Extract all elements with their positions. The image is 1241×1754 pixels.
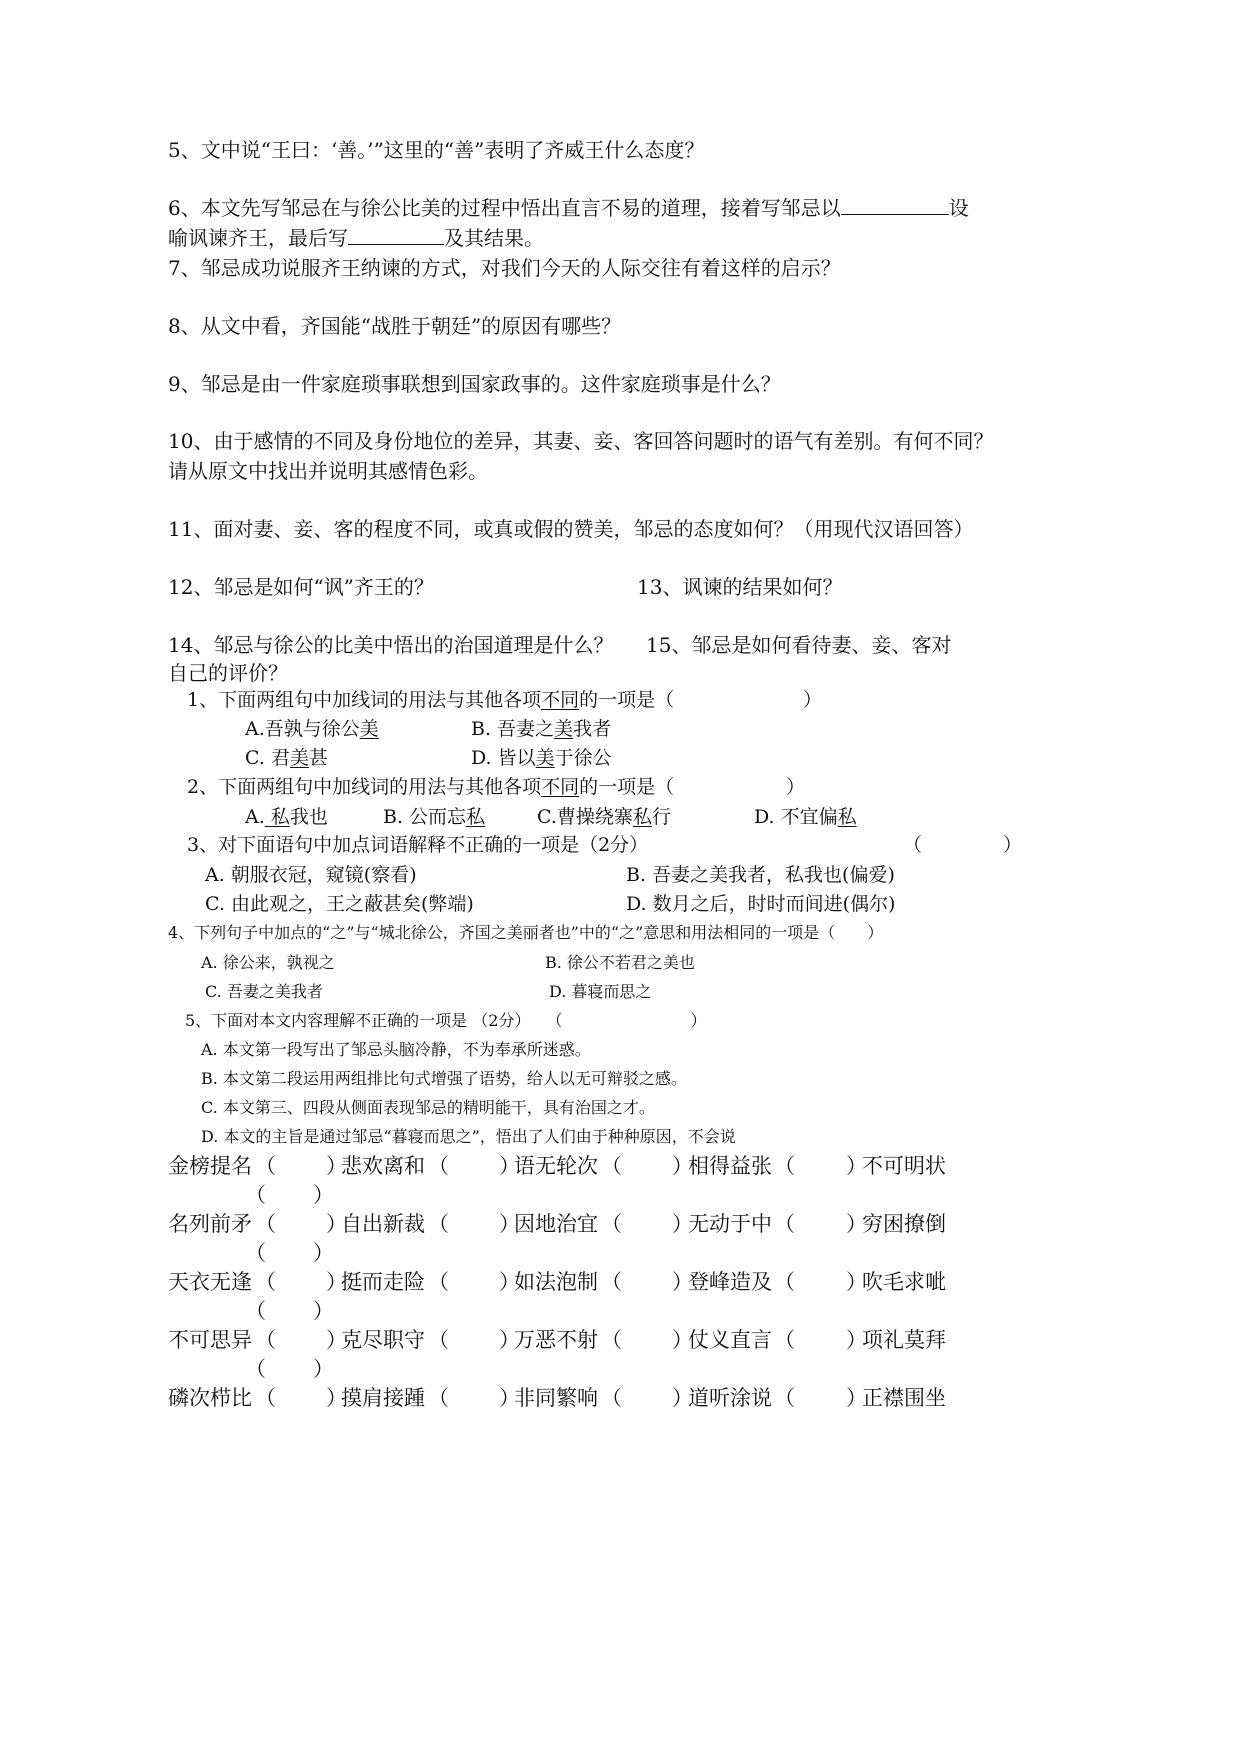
- mc4-option-a[interactable]: A. 徐公来，孰视之: [201, 953, 335, 972]
- answer-paren-close: ）: [313, 1299, 334, 1323]
- answer-paren-open[interactable]: （: [245, 1357, 266, 1381]
- answer-paren-open[interactable]: （: [774, 1270, 795, 1294]
- answer-paren-open[interactable]: （: [601, 1212, 622, 1236]
- mc1-option-c-word: 美: [289, 747, 309, 769]
- answer-paren-close: ）: [326, 1212, 347, 1236]
- answer-paren-open[interactable]: （: [601, 1270, 622, 1294]
- answer-paren-open[interactable]: （: [601, 1154, 622, 1178]
- mc1-stem-underlined: 不同: [541, 689, 580, 711]
- question-11: 11、面对妻、妾、客的程度不同，或真或假的赞美，邹忌的态度如何？（用现代汉语回答）: [168, 517, 974, 541]
- idiom-text: 仗义直言: [688, 1328, 772, 1352]
- answer-paren-close: ）: [326, 1386, 347, 1410]
- idiom-text: 不可思异: [168, 1328, 252, 1352]
- idiom-text: 万恶不射: [514, 1328, 598, 1352]
- mc2-option-a-word: 私: [264, 806, 290, 828]
- mc1-stem: [187, 691, 674, 710]
- answer-paren-close: ）: [326, 1328, 347, 1352]
- mc2-option-c-text: C.曹操绕寨: [537, 806, 633, 828]
- answer-paren-open[interactable]: （: [428, 1154, 449, 1178]
- idiom-text: 天衣无逢: [168, 1270, 252, 1294]
- mc2-option-a-end: 我也: [289, 806, 328, 828]
- mc2-option-b-word: 私: [466, 806, 486, 828]
- idiom-text: 挺而走险: [341, 1270, 425, 1294]
- answer-paren-close: ）: [672, 1212, 693, 1236]
- mc1-option-d-end: 于徐公: [554, 747, 612, 769]
- mc4-option-b[interactable]: B. 徐公不若君之美也: [545, 953, 695, 972]
- mc1-option-b-text: B. 吾妻之: [471, 718, 555, 740]
- answer-paren-open[interactable]: （: [774, 1212, 795, 1236]
- answer-paren-open[interactable]: （: [255, 1154, 276, 1178]
- answer-paren-open[interactable]: （: [774, 1328, 795, 1352]
- mc3-option-c[interactable]: C. 由此观之，王之蔽甚矣(弊端): [205, 893, 474, 915]
- mc2-stem: [187, 778, 674, 797]
- mc1-option-b-end: 我者: [573, 718, 612, 740]
- answer-paren-close: ）: [846, 1386, 867, 1410]
- mc5-stem: 5、下面对本文内容理解不正确的一项是 （2分） （ ）: [185, 1011, 707, 1030]
- idiom-text: 不可明状: [862, 1154, 946, 1178]
- question-5: 5、文中说“王曰：‘善。’”这里的“善”表明了齐威王什么态度？: [168, 138, 705, 162]
- mc1-option-c[interactable]: [245, 749, 328, 768]
- idiom-text: 相得益张: [688, 1154, 772, 1178]
- mc1-option-d[interactable]: [471, 749, 612, 768]
- answer-paren-close: ）: [846, 1270, 867, 1294]
- question-6-text-c: 喻讽谏齐王，最后写: [168, 226, 348, 250]
- answer-paren-close: ）: [313, 1241, 334, 1265]
- question-15-line1: 15、邹忌是如何看待妻、妾、客对: [646, 633, 952, 657]
- answer-paren-close: ）: [499, 1154, 520, 1178]
- question-12: 12、邹忌是如何“讽”齐王的？: [168, 575, 434, 599]
- mc2-option-c[interactable]: [537, 808, 671, 827]
- question-10-line2: 请从原文中找出并说明其感情色彩。: [168, 459, 488, 483]
- answer-paren-open[interactable]: （: [245, 1299, 266, 1323]
- mc3-option-b[interactable]: B. 吾妻之美我者，私我也(偏爱): [626, 864, 895, 886]
- mc1-option-a[interactable]: [245, 720, 379, 739]
- mc2-stem-text-end: 的一项是（: [579, 776, 675, 798]
- mc3-option-d[interactable]: D. 数月之后，时时而间进(偶尔): [626, 893, 896, 915]
- answer-paren-close: ）: [313, 1183, 334, 1207]
- idiom-text: 登峰造及: [688, 1270, 772, 1294]
- idiom-text: 穷困撩倒: [862, 1212, 946, 1236]
- idiom-text: 正襟围坐: [862, 1386, 946, 1410]
- mc2-option-d-word: 私: [837, 806, 857, 828]
- mc2-option-d-text: D. 不宜偏: [754, 806, 838, 828]
- answer-paren-close: ）: [313, 1357, 334, 1381]
- question-9: 9、邹忌是由一件家庭琐事联想到国家政事的。这件家庭琐事是什么？: [168, 372, 781, 396]
- mc1-option-a-text: A.吾孰与徐公: [245, 718, 360, 740]
- answer-paren-open[interactable]: （: [774, 1154, 795, 1178]
- mc4-option-c[interactable]: C. 吾妻之美我者: [205, 982, 323, 1001]
- answer-paren-open[interactable]: （: [245, 1183, 266, 1207]
- mc1-option-a-word: 美: [359, 718, 379, 740]
- idiom-text: 自出新裁: [341, 1212, 425, 1236]
- question-13: 13、讽谏的结果如何？: [637, 575, 843, 599]
- answer-paren-open[interactable]: （: [255, 1328, 276, 1352]
- mc1-option-d-text: D. 皆以: [471, 747, 536, 769]
- idiom-text: 道听涂说: [688, 1386, 772, 1410]
- mc1-stem-text-end: 的一项是（: [579, 689, 675, 711]
- mc4-option-d[interactable]: D. 暮寝而思之: [549, 982, 652, 1001]
- answer-paren-close: ）: [326, 1154, 347, 1178]
- answer-paren-open[interactable]: （: [255, 1212, 276, 1236]
- idiom-text: 项礼莫拜: [862, 1328, 946, 1352]
- answer-paren-close: ）: [672, 1154, 693, 1178]
- answer-paren-open[interactable]: （: [428, 1270, 449, 1294]
- mc3-stem: 3、对下面语句中加点词语解释不正确的一项是（2分）: [187, 834, 649, 856]
- answer-paren-open[interactable]: （: [428, 1386, 449, 1410]
- question-8: 8、从文中看，齐国能“战胜于朝廷”的原因有哪些？: [168, 314, 622, 338]
- mc2-option-c-word: 私: [632, 806, 652, 828]
- mc2-option-d[interactable]: [754, 808, 857, 827]
- mc2-option-a[interactable]: [245, 808, 328, 827]
- mc1-option-b[interactable]: [471, 720, 611, 739]
- answer-paren-close: ）: [326, 1270, 347, 1294]
- question-6-line1: [168, 198, 969, 218]
- idiom-text: 悲欢离和: [341, 1154, 425, 1178]
- mc2-option-c-end: 行: [651, 806, 671, 828]
- answer-blank-1[interactable]: [841, 198, 949, 215]
- question-6-text-b: 设: [948, 196, 969, 220]
- mc5-option-d[interactable]: D. 本文的主旨是通过邹忌“暮寝而思之”，悟出了人们由于种种原因，不会说: [201, 1127, 736, 1146]
- mc1-paren-close: ）: [803, 689, 823, 711]
- mc2-option-b-text: B. 公而忘: [383, 806, 467, 828]
- answer-paren-close: ）: [846, 1212, 867, 1236]
- answer-paren-open[interactable]: （: [255, 1386, 276, 1410]
- answer-paren-close: ）: [672, 1270, 693, 1294]
- question-10-line1: 10、由于感情的不同及身份地位的差异，其妻、妾、客回答问题时的语气有差别。有何不同？: [168, 429, 994, 453]
- mc2-stem-underlined: 不同: [541, 776, 580, 798]
- idiom-text: 吹毛求呲: [862, 1270, 946, 1294]
- idiom-text: 摸肩接踵: [341, 1386, 425, 1410]
- idiom-text: 无动于中: [688, 1212, 772, 1236]
- idiom-text: 克尽职守: [341, 1328, 425, 1352]
- idiom-text: 磷次栉比: [168, 1386, 252, 1410]
- answer-paren-open[interactable]: （: [255, 1270, 276, 1294]
- question-7: 7、邹忌成功说服齐王纳谏的方式，对我们今天的人际交往有着这样的启示？: [168, 256, 841, 280]
- question-15-line2: 自己的评价？: [168, 661, 288, 685]
- mc3-option-a[interactable]: A. 朝服衣冠，窥镜(察看): [205, 864, 417, 886]
- answer-paren-open[interactable]: （: [428, 1328, 449, 1352]
- mc5-option-b[interactable]: B. 本文第二段运用两组排比句式增强了语势，给人以无可辩驳之感。: [201, 1069, 687, 1088]
- idiom-text: 因地治宜: [514, 1212, 598, 1236]
- mc3-paren-open: （: [903, 834, 923, 856]
- mc1-stem-text: 1、下面两组句中加线词的用法与其他各项: [187, 689, 542, 711]
- answer-paren-close: ）: [672, 1328, 693, 1352]
- mc2-option-b[interactable]: [383, 808, 485, 827]
- answer-paren-close: ）: [499, 1270, 520, 1294]
- question-14: 14、邹忌与徐公的比美中悟出的治国道理是什么？: [168, 633, 614, 657]
- answer-paren-open[interactable]: （: [245, 1241, 266, 1265]
- answer-paren-close: ）: [672, 1386, 693, 1410]
- mc1-option-c-end: 甚: [308, 747, 328, 769]
- idiom-text: 非同繁响: [514, 1386, 598, 1410]
- answer-paren-close: ）: [499, 1328, 520, 1352]
- mc2-option-a-text: A.: [245, 806, 265, 828]
- mc2-stem-text: 2、下面两组句中加线词的用法与其他各项: [187, 776, 542, 798]
- mc5-option-a[interactable]: A. 本文第一段写出了邹忌头脑冷静，不为奉承所迷惑。: [201, 1040, 591, 1059]
- answer-paren-close: ）: [846, 1154, 867, 1178]
- answer-paren-close: ）: [499, 1386, 520, 1410]
- mc1-option-b-word: 美: [554, 718, 574, 740]
- question-6-line2: [168, 228, 544, 248]
- mc3-paren-close: ）: [1003, 834, 1023, 856]
- idiom-text: 如法泡制: [514, 1270, 598, 1294]
- idiom-text: 金榜提名: [168, 1154, 252, 1178]
- answer-paren-open[interactable]: （: [774, 1386, 795, 1410]
- idiom-text: 名列前矛: [168, 1212, 252, 1236]
- mc5-option-c[interactable]: C. 本文第三、四段从侧面表现邹忌的精明能干，具有治国之才。: [201, 1098, 655, 1117]
- answer-paren-open[interactable]: （: [428, 1212, 449, 1236]
- mc1-option-d-word: 美: [535, 747, 555, 769]
- answer-paren-open[interactable]: （: [601, 1386, 622, 1410]
- mc4-stem: 4、下列句子中加点的“之”与“城北徐公，齐国之美丽者也”中的“之”意思和用法相同的一项是（ ）: [168, 923, 884, 942]
- question-6-text-a: 6、本文先写邹忌在与徐公比美的过程中悟出直言不易的道理，接着写邹忌以: [168, 196, 841, 220]
- mc2-paren-close: ）: [786, 776, 806, 798]
- answer-blank-2[interactable]: [348, 228, 444, 245]
- mc1-option-c-text: C. 君: [245, 747, 290, 769]
- answer-paren-close: ）: [499, 1212, 520, 1236]
- answer-paren-open[interactable]: （: [601, 1328, 622, 1352]
- answer-paren-close: ）: [846, 1328, 867, 1352]
- idiom-text: 语无轮次: [514, 1154, 598, 1178]
- question-6-text-d: 及其结果。: [444, 226, 544, 250]
